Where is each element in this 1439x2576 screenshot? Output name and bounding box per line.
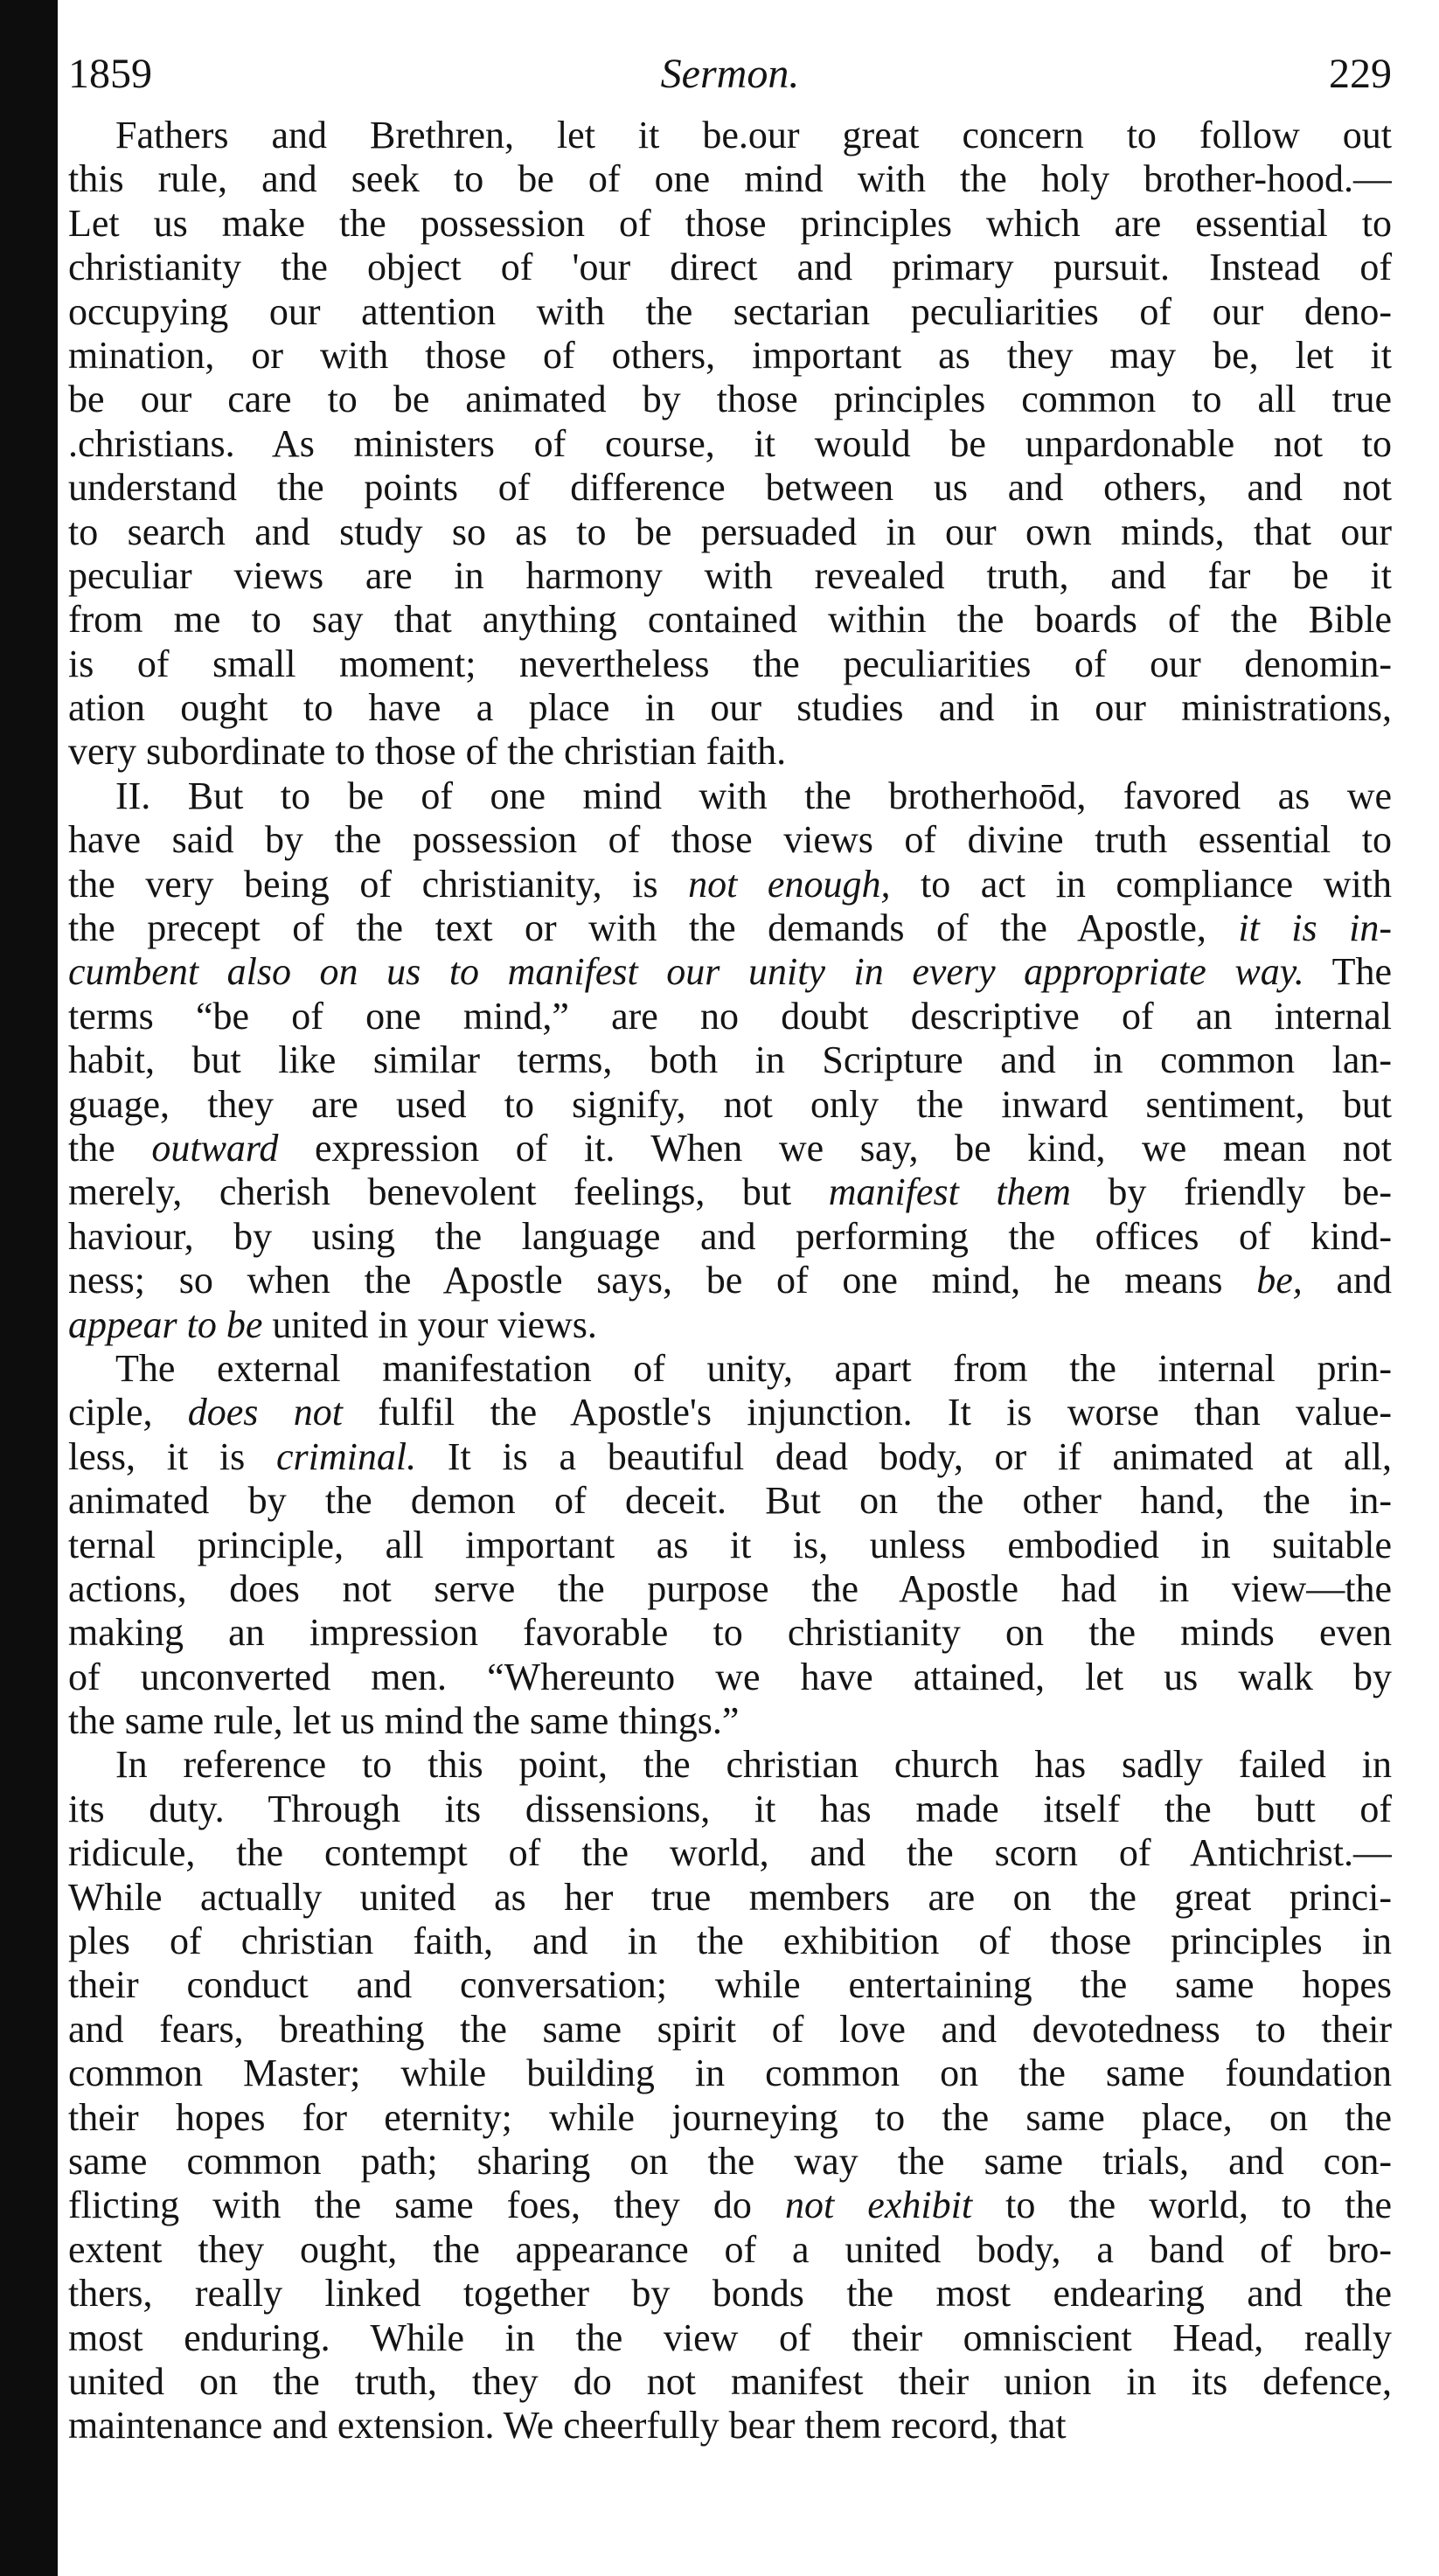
text-span: maintenance and extension. We cheerfully bear them record, that <box>68 2404 1067 2448</box>
text-line <box>68 950 1392 994</box>
text-line <box>68 466 1392 510</box>
text-line <box>68 202 1392 246</box>
text-span: by friendly be- <box>1070 1170 1392 1214</box>
text-line <box>68 554 1392 598</box>
text-line <box>68 2008 1392 2052</box>
italic-text: cumbent also on us to manifest our unity in every appropriate way. <box>68 950 1304 994</box>
body-text <box>68 114 1392 2448</box>
text-span: the very being of christianity, is <box>68 862 689 906</box>
text-line <box>68 686 1392 730</box>
text-span: and <box>1302 1259 1392 1302</box>
text-span: ples of christian faith, and in the exhibition of those principles in <box>68 1920 1392 1963</box>
text-line <box>68 2052 1392 2095</box>
text-span: the precept of the text or with the demands of the Apostle, <box>68 906 1239 950</box>
text-line <box>68 1876 1392 1920</box>
text-line <box>68 1920 1392 1963</box>
text-span: guage, they are used to signify, not only the inward sentiment, but <box>68 1082 1392 1126</box>
text-span: christianity the object of 'our direct and primary pursuit. Instead of <box>68 246 1392 289</box>
text-span: expression of it. When we say, be kind, we mean not <box>278 1126 1392 1170</box>
italic-text: outward <box>151 1126 279 1170</box>
text-line <box>68 1699 1392 1743</box>
text-span: united on the truth, they do not manifest their union in its defence, <box>68 2359 1392 2403</box>
text-line <box>68 2228 1392 2272</box>
text-line <box>68 378 1392 421</box>
text-line <box>68 2316 1392 2360</box>
text-span: less, it is <box>68 1434 276 1478</box>
text-line <box>68 290 1392 334</box>
text-span: ternal principle, all important as it is, unless embodied in suitable <box>68 1523 1392 1566</box>
italic-text: be, <box>1256 1259 1303 1302</box>
text-line <box>68 1303 1392 1347</box>
text-span: ation ought to have a place in our studies and in our ministrations, <box>68 686 1392 730</box>
text-span: making an impression favorable to christianity on the minds even <box>68 1611 1392 1655</box>
text-span: ciple, <box>68 1391 188 1434</box>
text-span: merely, cherish benevolent feelings, but <box>68 1170 829 1214</box>
text-line <box>68 598 1392 642</box>
text-line <box>68 1611 1392 1655</box>
text-span: their conduct and conversation; while entertaining the same hopes <box>68 1963 1392 2007</box>
text-span: The external manifestation of unity, apart from the internal prin- <box>115 1346 1392 1390</box>
text-line <box>68 510 1392 554</box>
text-span: mination, or with those of others, important as they may be, let it <box>68 333 1392 377</box>
text-span: be our care to be animated by those principles common to all true <box>68 378 1392 421</box>
text-span: thers, really linked together by bonds the most endearing and the <box>68 2272 1392 2316</box>
text-span: animated by the demon of deceit. But on the other hand, the in- <box>68 1479 1392 1523</box>
italic-text: appear to be <box>68 1302 263 1346</box>
italic-text: does not <box>187 1391 343 1434</box>
text-span: common Master; while building in common on the same foundation <box>68 2052 1392 2095</box>
text-span: actions, does not serve the purpose the Apostle had in view—the <box>68 1566 1392 1610</box>
running-head <box>68 35 1392 114</box>
italic-text: not enough, <box>688 862 891 906</box>
paragraph <box>68 1743 1392 2448</box>
text-span: peculiar views are in harmony with revealed truth, and far be it <box>68 553 1392 597</box>
text-line <box>68 906 1392 950</box>
text-line <box>68 642 1392 686</box>
text-line <box>68 2184 1392 2227</box>
text-line <box>68 863 1392 906</box>
text-line <box>68 1259 1392 1302</box>
text-line <box>68 1656 1392 1699</box>
text-line <box>68 774 1392 818</box>
text-span: In reference to this point, the christian church has sadly failed in <box>115 1743 1392 1787</box>
text-span: Fathers and Brethren, let it be.our great concern to follow out <box>115 114 1392 156</box>
text-line <box>68 1215 1392 1259</box>
text-line <box>68 995 1392 1038</box>
text-span: Let us make the possession of those principles which are essential to <box>68 201 1392 245</box>
text-span: flicting with the same foes, they do <box>68 2184 786 2227</box>
text-line <box>68 246 1392 289</box>
text-line <box>68 334 1392 378</box>
text-line <box>68 1170 1392 1214</box>
text-span: terms “be of one mind,” are no doubt descriptive of an internal <box>68 994 1392 1038</box>
text-line <box>68 2096 1392 2140</box>
text-line <box>68 1347 1392 1391</box>
text-line <box>68 2404 1392 2448</box>
text-line <box>68 1567 1392 1611</box>
text-line <box>68 1038 1392 1082</box>
text-span: It is a beautiful dead body, or if animated at all, <box>416 1434 1392 1478</box>
text-span: haviour, by using the language and performing the offices of kind- <box>68 1214 1392 1258</box>
text-span: the <box>68 1126 152 1170</box>
text-line <box>68 818 1392 862</box>
italic-text: not exhibit <box>785 2184 973 2227</box>
text-line <box>68 1083 1392 1127</box>
paragraph <box>68 1347 1392 1744</box>
text-line <box>68 1831 1392 1875</box>
text-span: ridicule, the contempt of the world, and the scorn of Antichrist.— <box>68 1831 1392 1875</box>
text-span: of unconverted men. “Whereunto we have attained, let us walk by <box>68 1655 1392 1698</box>
text-span: ness; so when the Apostle says, be of one mind, he means <box>68 1259 1257 1302</box>
header-title: Sermon. <box>660 51 800 97</box>
page-number: 229 <box>1329 51 1392 97</box>
text-span: the same rule, let us mind the same things.” <box>68 1699 740 1743</box>
italic-text: it is in- <box>1238 906 1392 950</box>
text-span: from me to say that anything contained within the boards of the Bible <box>68 598 1392 642</box>
text-span: their hopes for eternity; while journeying to the same place, on the <box>68 2095 1392 2139</box>
text-span: this rule, and seek to be of one mind with the holy brother-hood.— <box>68 157 1392 201</box>
text-span: to search and study so as to be persuaded in our own minds, that our <box>68 510 1392 553</box>
text-line <box>68 422 1392 466</box>
paragraph <box>68 774 1392 1347</box>
text-line <box>68 1788 1392 1831</box>
text-line <box>68 1479 1392 1523</box>
book-binding-edge <box>0 0 58 2576</box>
text-span: united in your views. <box>262 1302 597 1346</box>
text-span: and fears, breathing the same spirit of love and devotedness to their <box>68 2007 1392 2051</box>
text-span: its duty. Through its dissensions, it has made itself the butt of <box>68 1787 1392 1830</box>
book-page <box>68 35 1392 2448</box>
text-span: to act in compliance with <box>890 862 1392 906</box>
text-line <box>68 1963 1392 2007</box>
text-span: most enduring. While in the view of their omniscient Head, really <box>68 2316 1392 2359</box>
italic-text: manifest them <box>828 1170 1071 1214</box>
text-span: .christians. As ministers of course, it would be unpardonable not to <box>68 421 1392 465</box>
text-span: While actually united as her true members are on the great princi- <box>68 1875 1392 1919</box>
text-line <box>68 1391 1392 1434</box>
text-span: habit, but like similar terms, both in Scripture and in common lan- <box>68 1038 1392 1082</box>
text-line <box>68 2272 1392 2316</box>
text-span: have said by the possession of those views of divine truth essential to <box>68 818 1392 862</box>
text-span: II. But to be of one mind with the brotherhoōd, favored as we <box>115 774 1392 817</box>
text-span: The <box>1303 950 1392 994</box>
text-span: is of small moment; nevertheless the peculiarities of our denomin- <box>68 642 1392 685</box>
text-span: fulfil the Apostle's injunction. It is worse than value- <box>342 1391 1392 1434</box>
text-span: understand the points of difference between us and others, and not <box>68 466 1392 510</box>
text-line <box>68 2360 1392 2404</box>
text-span: very subordinate to those of the christian faith. <box>68 730 787 774</box>
text-line <box>68 1743 1392 1787</box>
text-line <box>68 2140 1392 2184</box>
text-line <box>68 730 1392 774</box>
paragraph <box>68 114 1392 774</box>
text-line <box>68 157 1392 201</box>
text-span: same common path; sharing on the way the same trials, and con- <box>68 2139 1392 2183</box>
header-year: 1859 <box>68 51 152 97</box>
text-line <box>68 1524 1392 1567</box>
text-line <box>68 1127 1392 1170</box>
text-span: occupying our attention with the sectarian peculiarities of our deno- <box>68 289 1392 333</box>
italic-text: criminal. <box>276 1434 417 1478</box>
text-span: extent they ought, the appearance of a united body, a band of bro- <box>68 2227 1392 2271</box>
text-line <box>68 114 1392 157</box>
text-span: to the world, to the <box>972 2184 1392 2227</box>
text-line <box>68 1435 1392 1479</box>
